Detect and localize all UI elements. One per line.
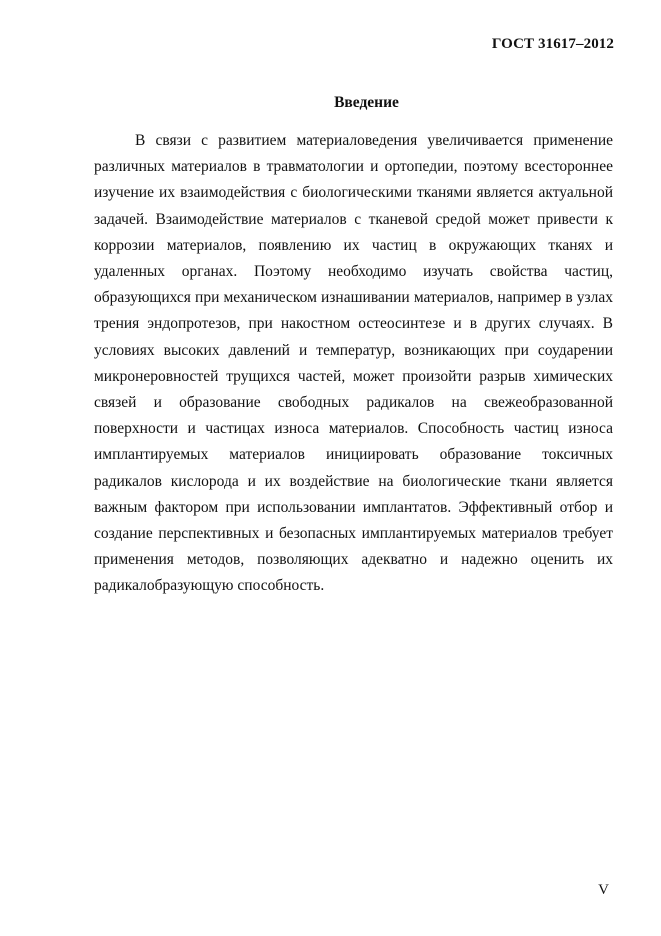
document-code-header: ГОСТ 31617–2012 [491, 36, 614, 52]
introduction-paragraph: В связи с развитием материаловедения увеличивается применение различных материалов в травматологии и ортопедии, поэтому всестороннее изучение их взаимодействия с биологическими тканями является актуальной задачей. Взаимодействие материалов с тканевой средой может привести к коррозии материалов, появлению их частиц в окружающих тканях и удаленных органах. Поэтому необходимо изучать свойства частиц, образующихся при механическом изнашивании материалов, например в узлах трения эндопротезов, при накостном остеосинтезе и в других случаях. В условиях высоких давлений и температур, возникающих при соударении микронеровностей трущихся частей, может произойти разрыв химических связей и образование свободных радикалов на свежеобразованной поверхности и частицах износа материалов. Способность частиц износа имплантируемых материалов инициировать образование токсичных радикалов кислорода и их воздействие на биологические ткани является важным фактором при использовании имплантатов. Эффективный отбор и создание перспективных и безопасных имплантируемых материалов требует применения методов, позволяющих адекватно и надежно оценить их радикалобразующую способность. [94, 132, 613, 595]
section-title: Введение [334, 94, 399, 111]
page-number: V [598, 882, 609, 898]
